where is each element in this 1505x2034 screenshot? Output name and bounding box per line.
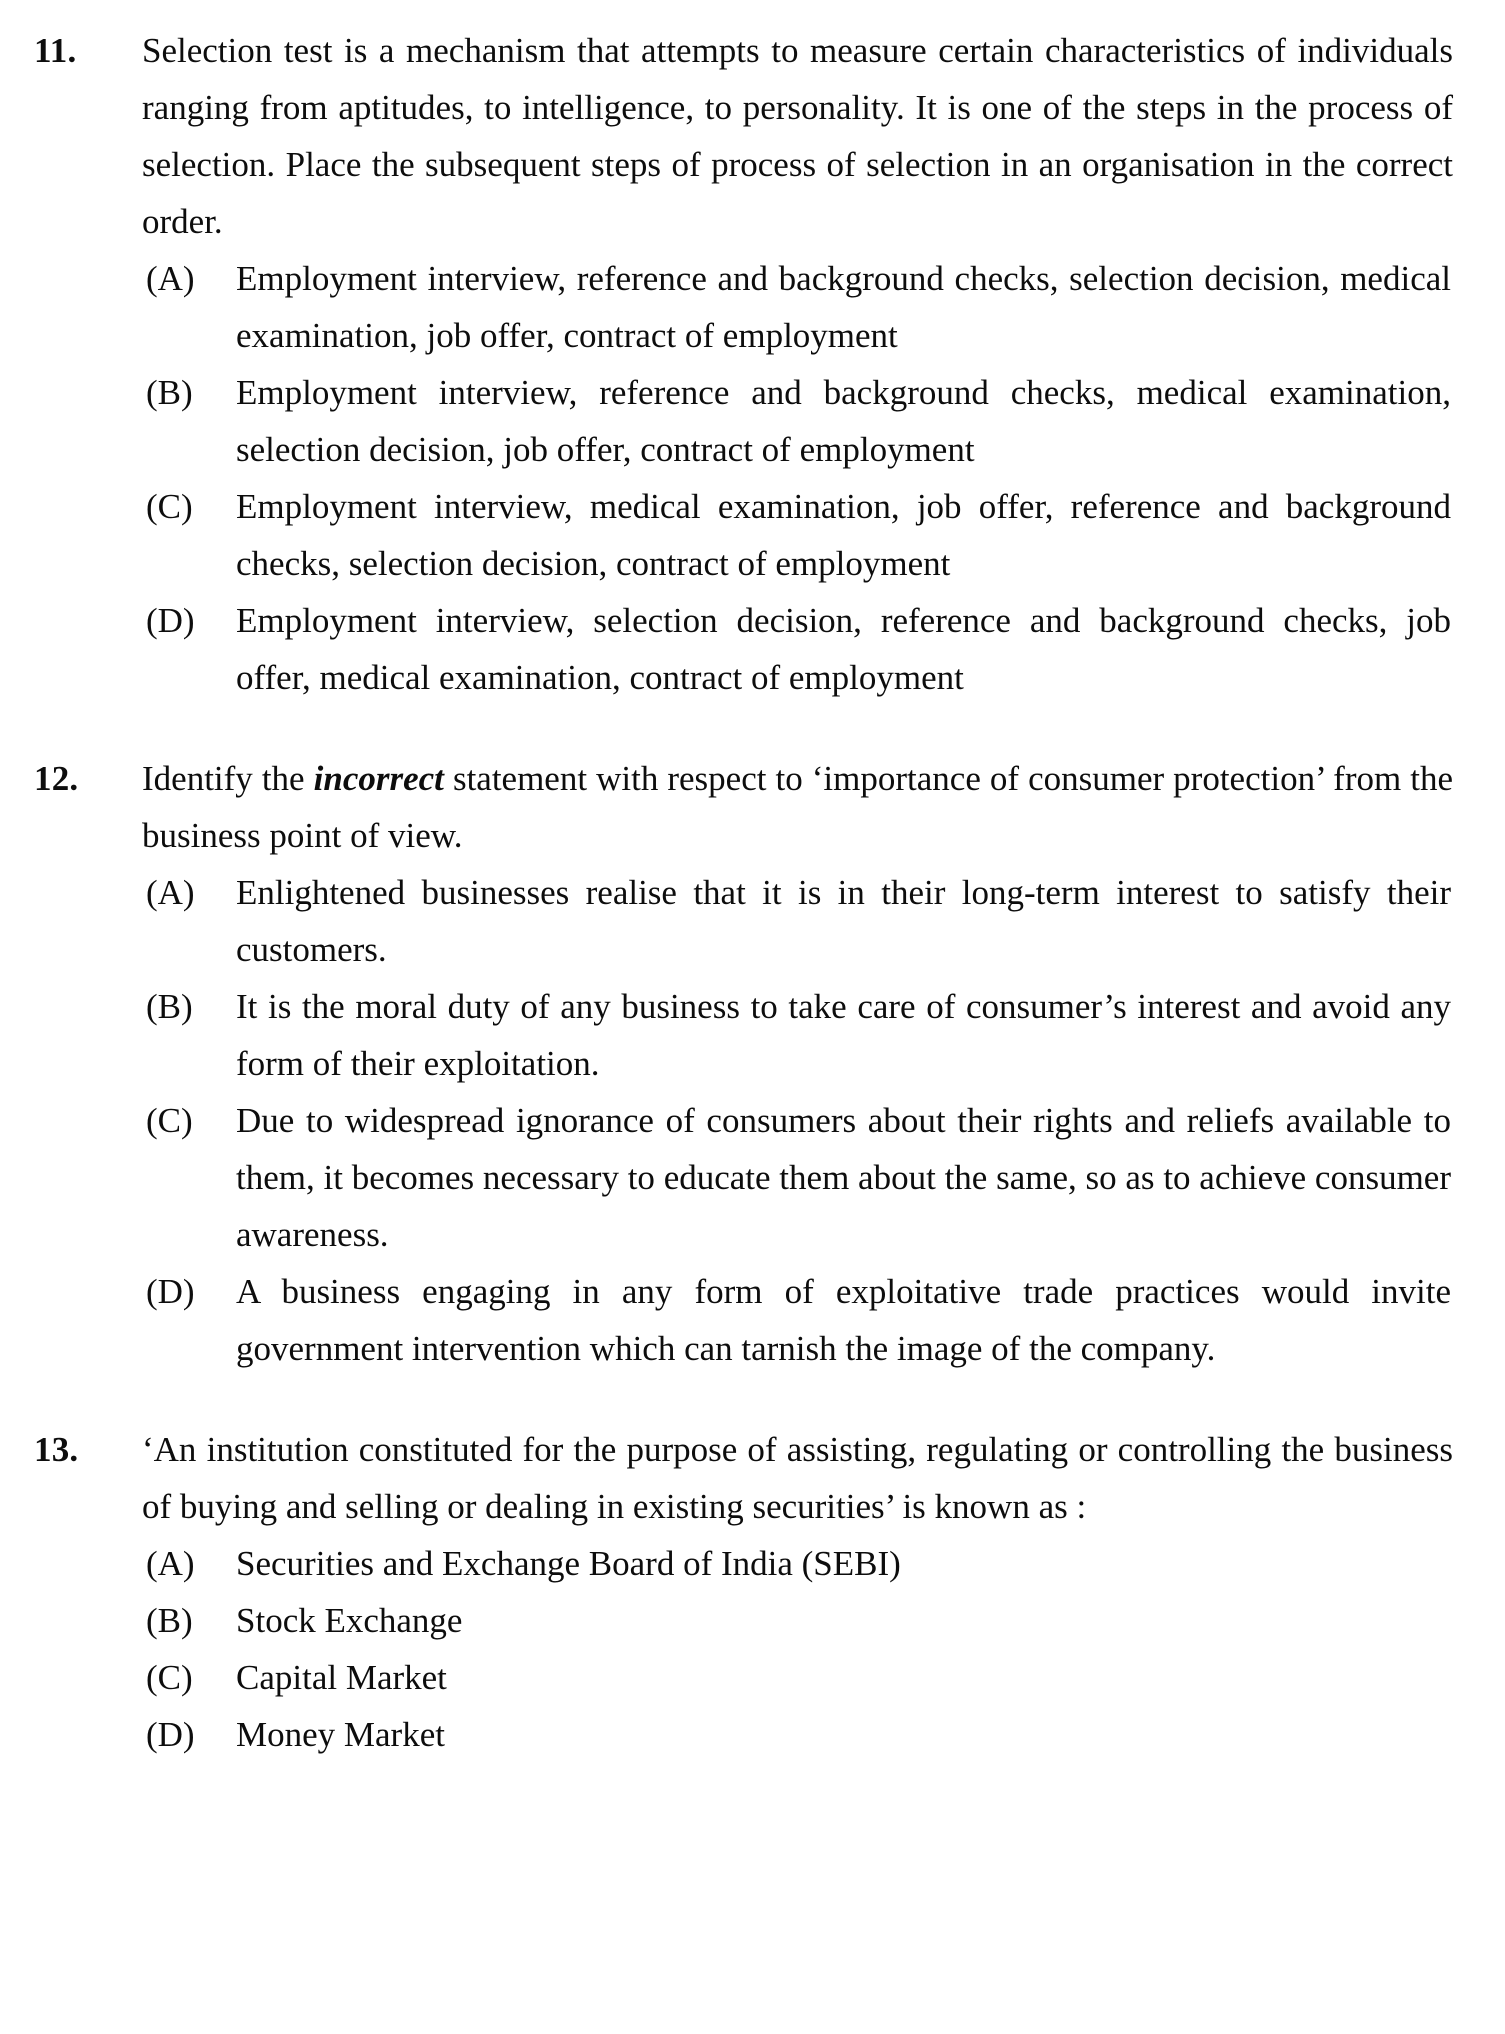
option-list-11 (142, 250, 1453, 706)
option-text-c: Due to widespread ignorance of consumers about their rights and reliefs available to them, it becomes necessary to educate them about the same, so as to achieve consumer awareness. (236, 1101, 1451, 1254)
option-11-b[interactable] (142, 364, 1453, 478)
option-text-b: It is the moral duty of any business to take care of consumer’s interest and avoid any form of their exploitation. (236, 987, 1451, 1083)
question-body-13 (142, 1421, 1453, 1763)
option-11-d[interactable] (142, 592, 1453, 706)
option-label-b: (B) (146, 987, 193, 1026)
option-label-c: (C) (146, 1101, 193, 1140)
question-stem-12 (142, 750, 1453, 864)
question-stem-12-part2: statement with respect to ‘importance of consumer protection’ from the business point of view. (142, 759, 1454, 855)
option-label-d: (D) (146, 1715, 195, 1754)
option-13-c[interactable] (142, 1649, 1453, 1706)
question-stem-12-part1: Identify the (142, 759, 314, 798)
option-11-a[interactable] (142, 250, 1453, 364)
option-label-c: (C) (146, 487, 193, 526)
option-text-a: Enlightened businesses realise that it is in their long-term interest to satisfy their customers. (236, 873, 1451, 969)
question-number-12: 12. (34, 759, 79, 798)
question-number-11: 11. (34, 31, 77, 70)
question-block-12 (34, 750, 1453, 1377)
option-12-b[interactable] (142, 978, 1453, 1092)
option-label-d: (D) (146, 601, 195, 640)
question-body-11 (142, 22, 1453, 706)
option-11-c[interactable] (142, 478, 1453, 592)
option-text-c: Capital Market (236, 1658, 447, 1697)
question-spacer-12-13 (34, 1377, 1453, 1421)
question-block-11 (34, 22, 1453, 706)
option-text-d: A business engaging in any form of exploitative trade practices would invite government intervention which can tarnish the image of the company. (236, 1272, 1451, 1368)
option-text-a: Securities and Exchange Board of India (SEBI) (236, 1544, 901, 1583)
option-label-b: (B) (146, 1601, 193, 1640)
question-number-13: 13. (34, 1430, 79, 1469)
option-label-a: (A) (146, 873, 195, 912)
question-stem-11 (142, 22, 1453, 250)
option-label-a: (A) (146, 259, 195, 298)
option-text-b: Employment interview, reference and background checks, medical examination, selection decision, job offer, contract of employment (236, 373, 1451, 469)
option-text-b: Stock Exchange (236, 1601, 463, 1640)
option-text-d: Money Market (236, 1715, 445, 1754)
question-stem-13 (142, 1421, 1453, 1535)
option-12-d[interactable] (142, 1263, 1453, 1377)
question-stem-12-emphasis: incorrect (313, 759, 444, 798)
option-text-c: Employment interview, medical examination, job offer, reference and background checks, selection decision, contract of employment (236, 487, 1451, 583)
question-body-12 (142, 750, 1453, 1377)
option-label-a: (A) (146, 1544, 195, 1583)
option-13-b[interactable] (142, 1592, 1453, 1649)
question-stem-13-text: ‘An institution constituted for the purpose of assisting, regulating or controlling the business of buying and selling or dealing in existing securities’ is known as : (142, 1430, 1453, 1526)
option-text-a: Employment interview, reference and background checks, selection decision, medical examination, job offer, contract of employment (236, 259, 1451, 355)
option-13-a[interactable] (142, 1535, 1453, 1592)
question-stem-11-text: Selection test is a mechanism that attempts to measure certain characteristics of individuals ranging from aptitudes, to intelligence, to personality. It is one of the steps in the process of selection. Place the subsequent steps of process of selection in an organisation in the correct order. (142, 31, 1453, 241)
option-list-12 (142, 864, 1453, 1377)
question-spacer-11-12 (34, 706, 1453, 750)
option-13-d[interactable] (142, 1706, 1453, 1763)
option-label-c: (C) (146, 1658, 193, 1697)
option-label-b: (B) (146, 373, 193, 412)
option-text-d: Employment interview, selection decision, reference and background checks, job offer, medical examination, contract of employment (236, 601, 1451, 697)
question-block-13 (34, 1421, 1453, 1763)
option-12-a[interactable] (142, 864, 1453, 978)
option-list-13 (142, 1535, 1453, 1763)
option-12-c[interactable] (142, 1092, 1453, 1263)
option-label-d: (D) (146, 1272, 195, 1311)
